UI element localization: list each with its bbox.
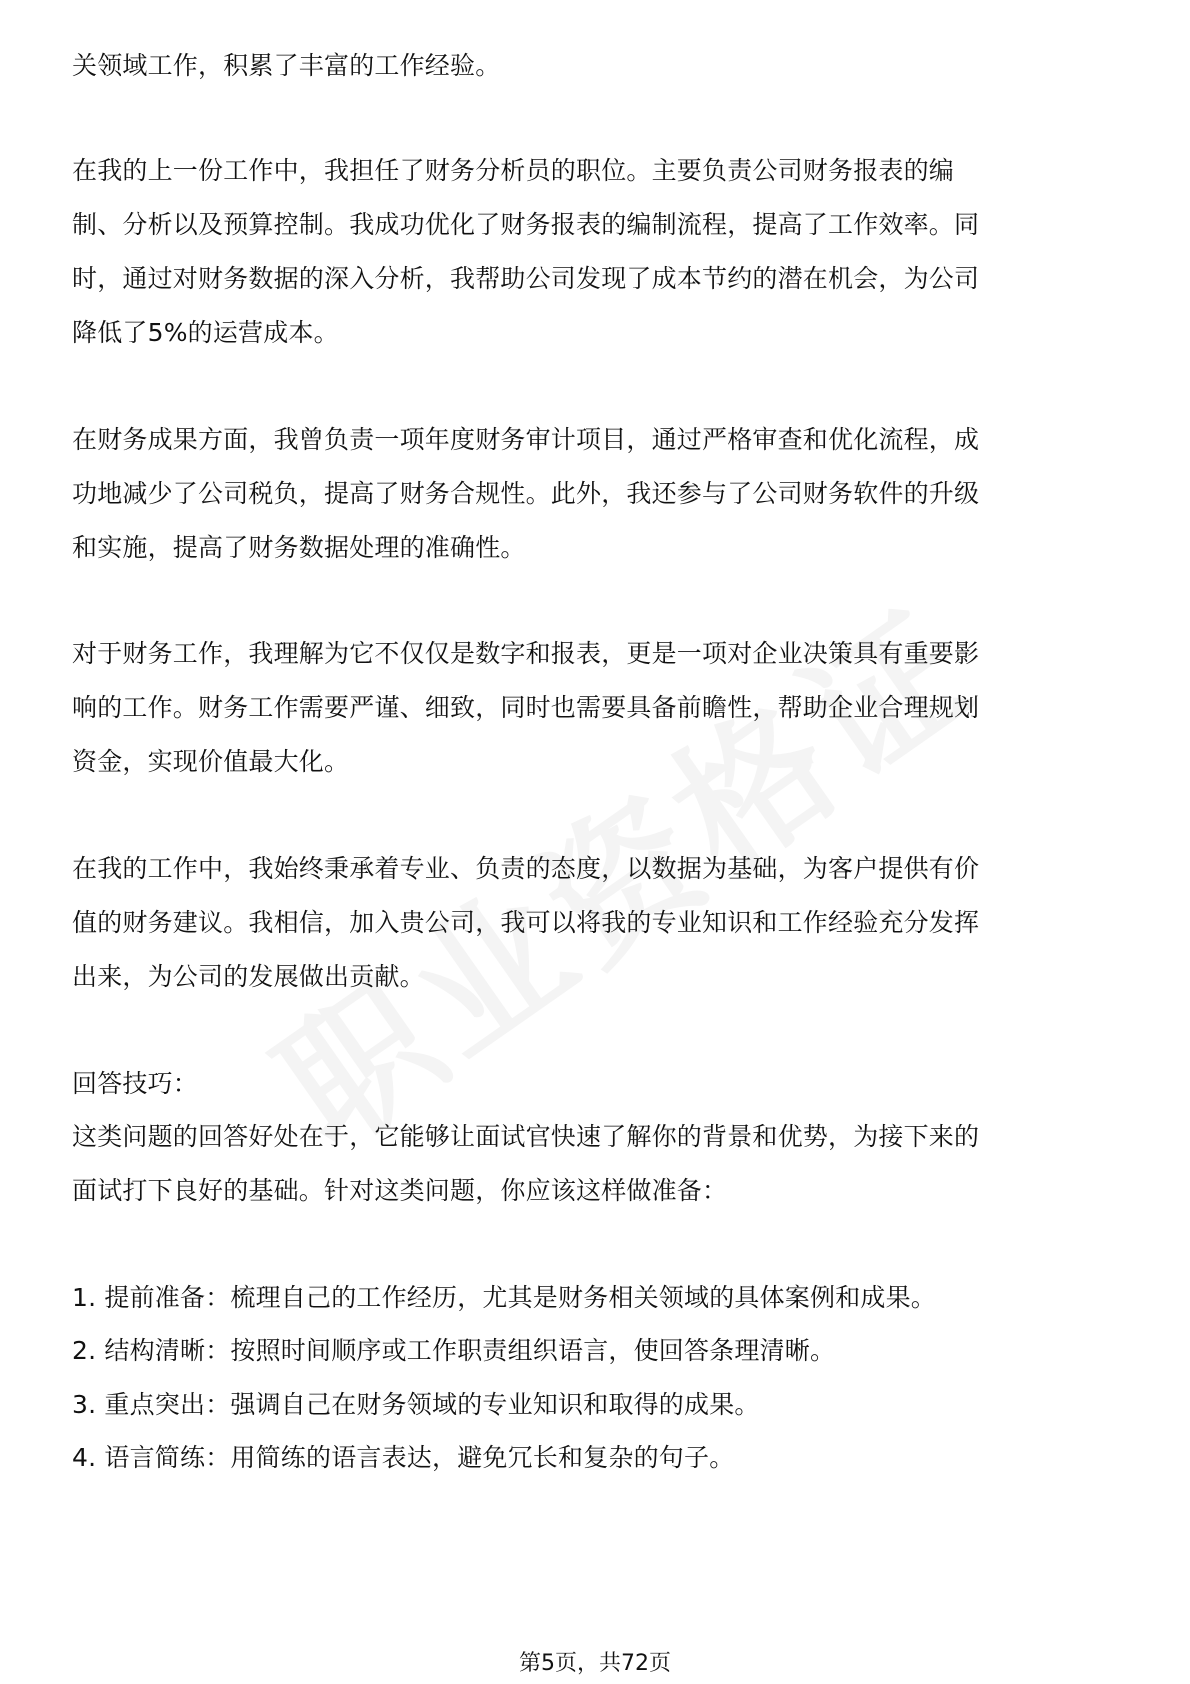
paragraph-line: 降低了5%的运营成本。: [72, 318, 339, 347]
paragraph-line: 在财务成果方面，我曾负责一项年度财务审计项目，通过严格审查和优化流程，成: [72, 425, 980, 454]
tips-intro-line: 面试打下良好的基础。针对这类问题，你应该这样做准备：: [72, 1176, 728, 1205]
paragraph-line: 功地减少了公司税负，提高了财务合规性。此外，我还参与了公司财务软件的升级: [72, 479, 980, 508]
paragraph-line: 制、分析以及预算控制。我成功优化了财务报表的编制流程，提高了工作效率。同: [72, 210, 980, 239]
tips-list-item: 3. 重点突出：强调自己在财务领域的专业知识和取得的成果。: [72, 1390, 760, 1419]
tips-list-item: 2. 结构清晰：按照时间顺序或工作职责组织语言，使回答条理清晰。: [72, 1336, 836, 1365]
paragraph-line: 出来，为公司的发展做出贡献。: [72, 962, 425, 991]
paragraph-line: 在我的上一份工作中，我担任了财务分析员的职位。主要负责公司财务报表的编: [72, 156, 955, 185]
paragraph-line: 资金，实现价值最大化。: [72, 747, 350, 776]
page-number-footer: 第5页，共72页: [519, 1651, 671, 1676]
tips-heading: 回答技巧：: [72, 1069, 199, 1098]
tips-list-item: 1. 提前准备：梳理自己的工作经历，尤其是财务相关领域的具体案例和成果。: [72, 1283, 937, 1312]
paragraph-line: 对于财务工作，我理解为它不仅仅是数字和报表，更是一项对企业决策具有重要影: [72, 639, 980, 668]
tips-intro-line: 这类问题的回答好处在于，它能够让面试官快速了解你的背景和优势，为接下来的: [72, 1122, 980, 1151]
paragraph-line: 和实施，提高了财务数据处理的准确性。: [72, 533, 526, 562]
paragraph-line: 响的工作。财务工作需要严谨、细致，同时也需要具备前瞻性，帮助企业合理规划: [72, 693, 980, 722]
paragraph-line: 在我的工作中，我始终秉承着专业、负责的态度，以数据为基础，为客户提供有价: [72, 854, 980, 883]
paragraph-line: 时，通过对财务数据的深入分析，我帮助公司发现了成本节约的潜在机会，为公司: [72, 264, 980, 293]
tips-list-item: 4. 语言简练：用简练的语言表达，避免冗长和复杂的句子。: [72, 1443, 735, 1472]
paragraph-line: 值的财务建议。我相信，加入贵公司，我可以将我的专业知识和工作经验充分发挥: [72, 908, 980, 937]
paragraph-line: 关领域工作，积累了丰富的工作经验。: [72, 51, 501, 80]
